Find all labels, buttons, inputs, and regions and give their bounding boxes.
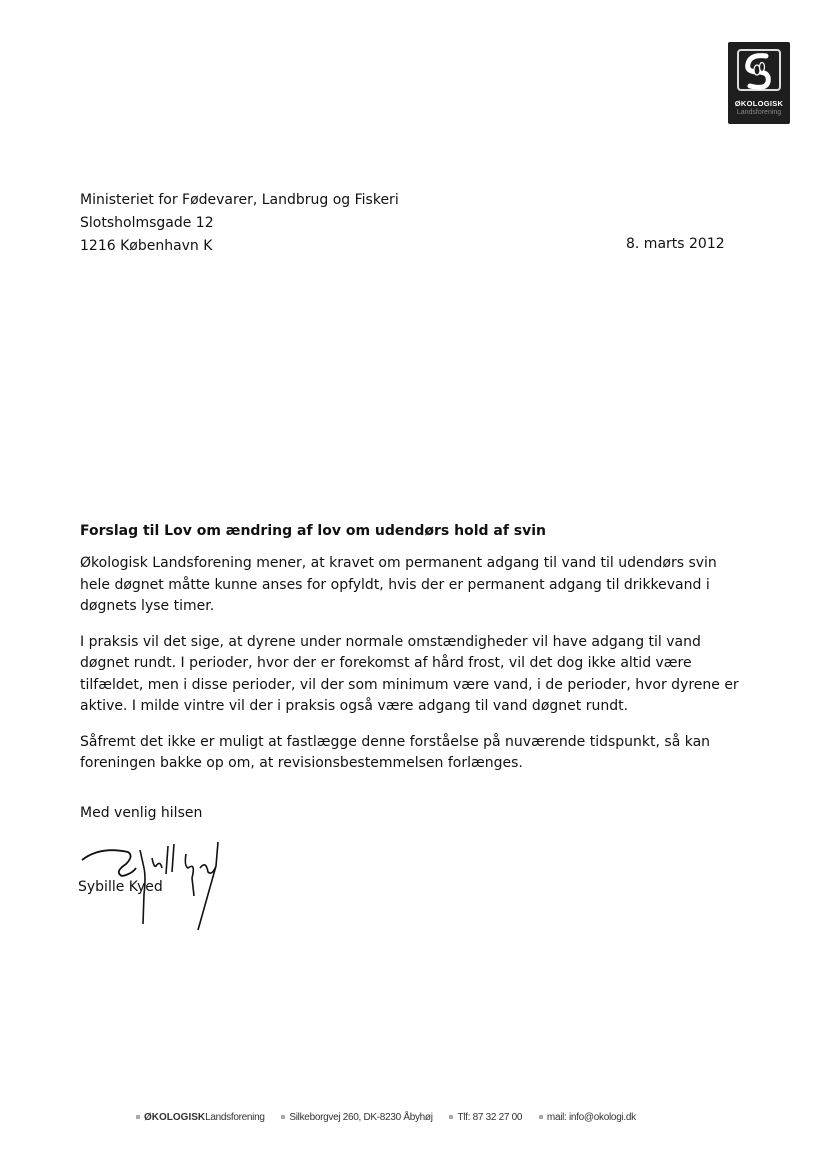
organization-logo	[728, 42, 790, 124]
bullet-icon	[281, 1115, 285, 1119]
letter-body	[80, 553, 750, 789]
body-paragraph: I praksis vil det sige, at dyrene under normale omstændigheder vil have adgang til vand døgnet rundt. I perioder, hvor der er forekomst af hård frost, vil det dog ikke altid være tilfældet, men i disse perioder, vil der som minimum være vand, i de perioder, hvor dyrene er aktive. I milde vintre vil der i praksis også være adgang til vand døgnet rundt.	[80, 633, 739, 714]
footer-email-text: mail: info@okologi.dk	[546, 1112, 636, 1123]
bullet-icon	[136, 1115, 140, 1119]
letter-date: 8. marts 2012	[626, 236, 725, 252]
letter-subject: Forslag til Lov om ændring af lov om udendørs hold af svin	[80, 523, 547, 539]
footer-organization	[136, 1112, 265, 1123]
body-paragraph: Økologisk Landsforening mener, at kravet om permanent adgang til vand til udendørs svin hele døgnet måtte kunne anses for opfyldt, hvis der er permanent adgang til drikkevand i døgnets lyse timer.	[80, 555, 717, 614]
logo-text-line1: ØKOLOGISK	[734, 99, 784, 108]
signatory-name: Sybille Kyed	[78, 879, 163, 895]
recipient-line: Slotsholmsgade 12	[80, 215, 214, 231]
letter-footer	[136, 1112, 756, 1123]
recipient-address	[80, 189, 399, 258]
leaf-emblem-icon	[728, 42, 790, 98]
recipient-line: 1216 København K	[80, 238, 213, 254]
logo-text-line2: Landsforening	[736, 109, 782, 116]
bullet-icon	[539, 1115, 543, 1119]
footer-email	[539, 1112, 636, 1123]
footer-phone	[449, 1112, 522, 1123]
footer-address	[281, 1112, 432, 1123]
footer-org-rest: Landsforening	[205, 1112, 265, 1123]
body-paragraph: Såfremt det ikke er muligt at fastlægge denne forståelse på nuværende tidspunkt, så kan foreningen bakke op om, at revisionsbestemmelsen forlænges.	[80, 733, 711, 771]
recipient-line: Ministeriet for Fødevarer, Landbrug og Fiskeri	[80, 192, 399, 208]
bullet-icon	[449, 1115, 453, 1119]
footer-address-text: Silkeborgvej 260, DK-8230 Åbyhøj	[289, 1112, 433, 1123]
footer-org-bold: ØKOLOGISK	[144, 1112, 206, 1123]
closing-salutation: Med venlig hilsen	[80, 805, 203, 821]
footer-phone-text: Tlf: 87 32 27 00	[457, 1112, 523, 1123]
